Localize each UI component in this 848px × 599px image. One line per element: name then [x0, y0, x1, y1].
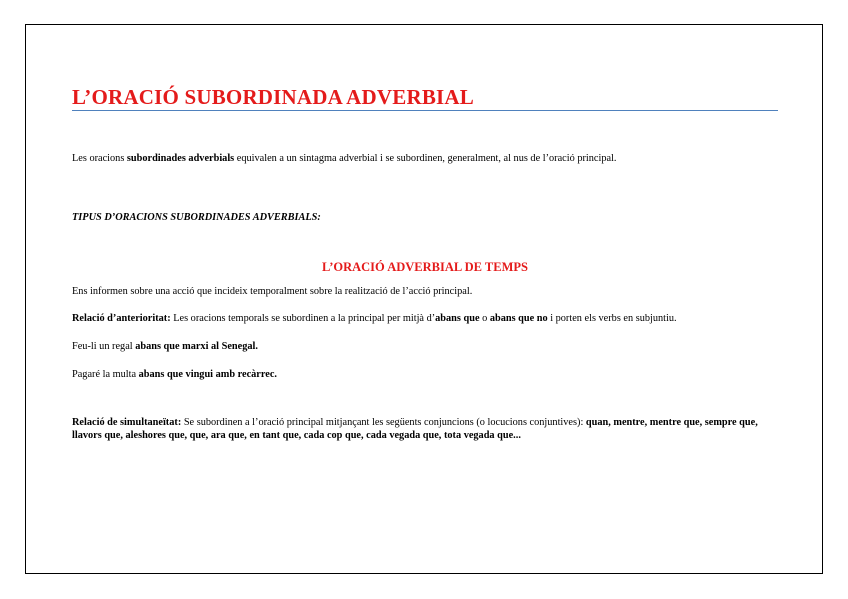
example-1-bold: abans que marxi al Senegal.	[135, 341, 258, 352]
anterioritat-paragraph	[72, 312, 778, 325]
intro-bold-term: subordinades adverbials	[126, 153, 235, 164]
intro-text-after: equivalen a un sintagma adverbial i se subordinen, generalment, al nus de l’oració principal.	[234, 153, 617, 164]
intro-paragraph	[72, 152, 778, 165]
example-1	[72, 340, 778, 353]
simultaneitat-conjunctions: quan, mentre, mentre que, sempre que, llavors que, aleshores que, que, ara que, en tant que, cada cop que, cada vegada que, tota vegada que...	[72, 417, 758, 441]
anterioritat-conj-2: abans que no	[489, 313, 548, 324]
simultaneitat-label: Relació de simultaneïtat:	[72, 417, 182, 428]
anterioritat-conj-1: abans que	[435, 313, 480, 324]
inform-paragraph: Ens informen sobre una acció que incideix temporalment sobre la realització de l’acció principal.	[72, 286, 473, 297]
simultaneitat-text: Se subordinen a l’oració principal mitjançant les següents conjuncions (o locucions conjuntives):	[181, 417, 586, 428]
page-title: L’ORACIÓ SUBORDINADA ADVERBIAL	[72, 85, 778, 111]
example-2	[72, 368, 778, 381]
simultaneitat-paragraph	[72, 416, 778, 442]
intro-text-before: Les oracions	[72, 153, 127, 164]
example-2-bold: abans que vingui amb recàrrec.	[138, 369, 277, 380]
page-content	[72, 85, 778, 442]
example-1-plain: Feu-li un regal	[72, 341, 136, 352]
anterioritat-text-3: i porten els verbs en subjuntiu.	[547, 313, 677, 324]
anterioritat-label: Relació d’anterioritat:	[72, 313, 171, 324]
anterioritat-text-1: Les oracions temporals se subordinen a la principal per mitjà d’	[170, 313, 436, 324]
types-heading: TIPUS D’ORACIONS SUBORDINADES ADVERBIALS:	[72, 212, 321, 223]
anterioritat-text-2: o	[479, 313, 490, 324]
document-page	[25, 24, 823, 574]
example-2-plain: Pagaré la multa	[72, 369, 139, 380]
section-title: L’ORACIÓ ADVERBIAL DE TEMPS	[322, 260, 528, 274]
